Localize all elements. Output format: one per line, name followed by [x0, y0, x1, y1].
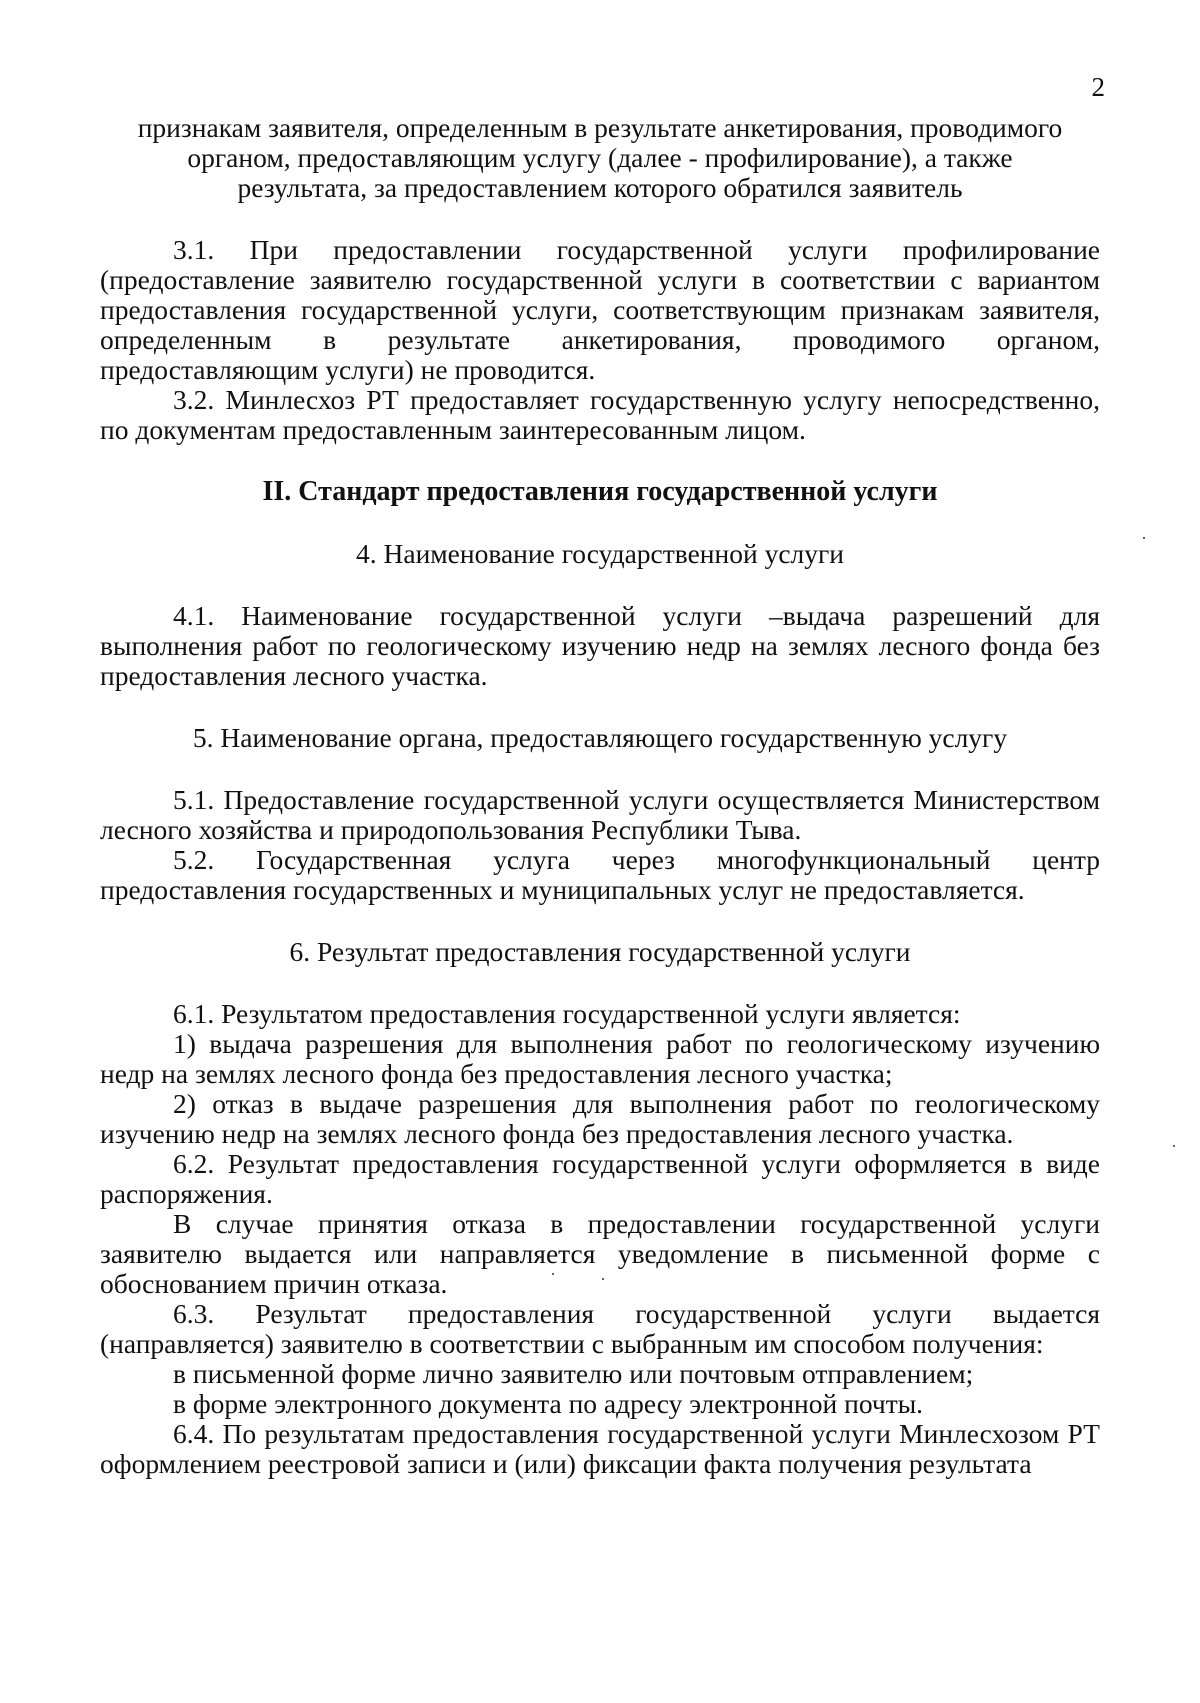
paragraph-6-3-written: в письменной форме лично заявителю или почтовым отправлением; — [173, 1358, 974, 1389]
paragraph-5-1: 5.1. Предоставление государственной услуги осуществляется Министерством лесного хозяйства и природопользования Республики Тыва. — [100, 784, 1100, 845]
paragraph-3-1: 3.1. При предоставлении государственной услуги профилирование (предоставление заявителю государственной услуги в соответствии с вариантом предоставления государственной услуги, соответствующим признакам заявителя, определенным в результате анкетирования, проводимого органом, предоставляющим услуги) не проводится. — [100, 234, 1100, 385]
scan-speck — [1143, 537, 1145, 539]
paragraph-6-1-item-1: 1) выдача разрешения для выполнения работ по геологическому изучению недр на землях лесного фонда без предоставления лесного участка; — [100, 1028, 1100, 1089]
paragraph-6-4: 6.4. По результатам предоставления государственной услуги Минлесхозом РТ оформлением реестровой записи и (или) фиксации факта получения результата — [100, 1418, 1100, 1479]
section-4-title: 4. Наименование государственной услуги — [356, 538, 844, 569]
section-3-title-continued: признакам заявителя, определенным в результате анкетирования, проводимого органом, предоставляющим услугу (далее - профилирование), а также результата, за предоставлением которого обратился заявитель — [137, 112, 1063, 203]
scan-speck — [552, 1273, 554, 1275]
section-5-title: 5. Наименование органа, предоставляющего государственную услугу — [192, 722, 1008, 753]
page-number: 2 — [1091, 72, 1105, 102]
section-6-title: 6. Результат предоставления государственной услуги — [289, 936, 911, 967]
paragraph-6-3: 6.3. Результат предоставления государственной услуги выдается (направляется) заявителю в соответствии с выбранным им способом получения: — [100, 1298, 1100, 1359]
chapter-2-title: II. Стандарт предоставления государственной услуги — [262, 476, 938, 507]
scan-speck — [1173, 1145, 1175, 1147]
document-body — [100, 113, 1100, 1479]
paragraph-4-1: 4.1. Наименование государственной услуги –выдача разрешений для выполнения работ по геологическому изучению недр на землях лесного фонда без предоставления лесного участка. — [100, 600, 1100, 691]
paragraph-6-2-refusal: В случае принятия отказа в предоставлении государственной услуги заявителю выдается или направляется уведомление в письменной форме с обоснованием причин отказа. — [100, 1208, 1100, 1299]
paragraph-6-1-item-2: 2) отказ в выдаче разрешения для выполнения работ по геологическому изучению недр на землях лесного фонда без предоставления лесного участка. — [100, 1088, 1100, 1149]
paragraph-5-2: 5.2. Государственная услуга через многофункциональный центр предоставления государственных и муниципальных услуг не предоставляется. — [100, 844, 1100, 905]
paragraph-6-1: 6.1. Результатом предоставления государственной услуги является: — [173, 998, 961, 1029]
paragraph-6-2: 6.2. Результат предоставления государственной услуги оформляется в виде распоряжения. — [100, 1148, 1100, 1209]
paragraph-3-2: 3.2. Минлесхоз РТ предоставляет государственную услугу непосредственно, по документам предоставленным заинтересованным лицом. — [100, 384, 1100, 445]
paragraph-6-3-electronic: в форме электронного документа по адресу электронной почты. — [173, 1388, 924, 1419]
scan-speck — [602, 1278, 604, 1280]
